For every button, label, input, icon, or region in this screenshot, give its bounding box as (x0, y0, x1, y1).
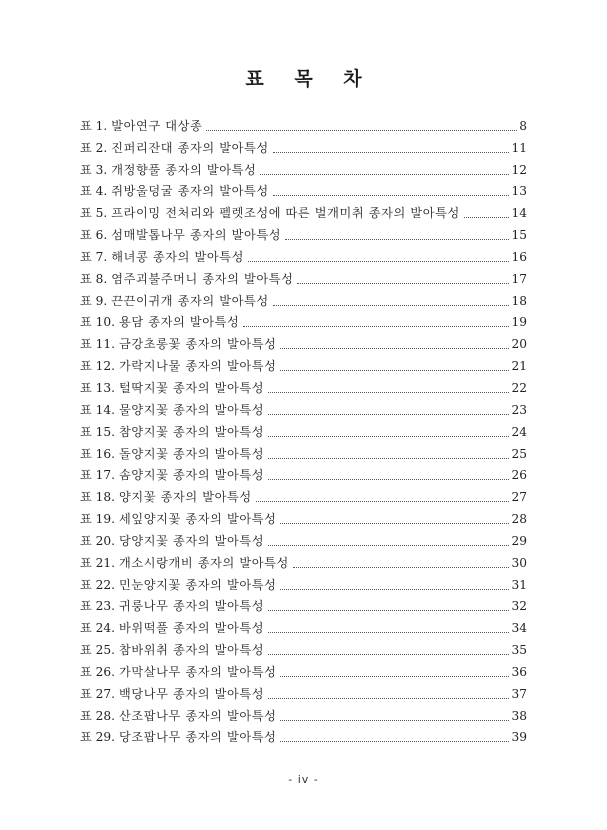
toc-entry[interactable] (80, 134, 527, 156)
toc-entry-label: 표 21. (80, 555, 116, 570)
toc-entry[interactable] (80, 680, 527, 702)
toc-entry-page-number: 38 (511, 708, 527, 723)
dot-leader (273, 195, 510, 196)
toc-entry-page-number: 30 (511, 555, 527, 570)
toc-entry-page-number: 14 (511, 206, 527, 221)
toc-entry-title: 털딱지꽃 종자의 발아특성 (119, 380, 265, 395)
toc-entry-title: 쥐방울덩굴 종자의 발아특성 (111, 184, 269, 199)
toc-entry-label: 표 12. (80, 359, 116, 374)
toc-entry[interactable] (80, 571, 527, 593)
toc-entry-page-number: 36 (511, 664, 527, 679)
toc-entry-title: 백당나무 종자의 발아특성 (119, 686, 265, 701)
toc-entry-page-number: 19 (511, 315, 527, 330)
toc-entry[interactable] (80, 614, 527, 636)
toc-entry-title: 섬매발톱나무 종자의 발아특성 (111, 228, 282, 243)
toc-entry[interactable] (80, 462, 527, 484)
dot-leader (243, 326, 509, 327)
dot-leader (280, 348, 509, 349)
toc-entry-title: 해녀콩 종자의 발아특성 (111, 249, 244, 264)
dot-leader (297, 283, 509, 284)
toc-entry-label: 표 27. (80, 686, 116, 701)
dot-leader (285, 239, 509, 240)
dot-leader (273, 305, 510, 306)
toc-entry-page-number: 11 (511, 140, 527, 155)
toc-entry-title: 물양지꽃 종자의 발아특성 (119, 402, 265, 417)
toc-entry-label: 표 7. (80, 249, 108, 264)
toc-entry-label: 표 6. (80, 228, 108, 243)
dot-leader (256, 501, 510, 502)
toc-entry-title: 진퍼리잔대 종자의 발아특성 (111, 140, 269, 155)
toc-entry[interactable] (80, 724, 527, 746)
toc-entry-title: 가락지나물 종자의 발아특성 (119, 359, 277, 374)
toc-entry-title: 민눈양지꽃 종자의 발아특성 (119, 577, 277, 592)
toc-entry-page-number: 29 (511, 533, 527, 548)
dot-leader (280, 523, 509, 524)
toc-entry[interactable] (80, 309, 527, 331)
toc-entry-title: 끈끈이귀개 종자의 발아특성 (111, 293, 269, 308)
toc-entry-page-number: 26 (511, 468, 527, 483)
table-of-contents (80, 112, 527, 745)
toc-entry-page-number: 12 (511, 162, 527, 177)
toc-entry-title: 귀룽나무 종자의 발아특성 (119, 599, 265, 614)
toc-entry[interactable] (80, 330, 527, 352)
toc-entry-label: 표 15. (80, 424, 116, 439)
toc-entry[interactable] (80, 265, 527, 287)
toc-entry[interactable] (80, 658, 527, 680)
toc-entry-title: 개소시랑개비 종자의 발아특성 (119, 555, 289, 570)
toc-entry-page-number: 17 (511, 271, 527, 286)
toc-entry-label: 표 1. (80, 118, 108, 133)
toc-entry-title: 가막살나무 종자의 발아특성 (119, 664, 277, 679)
toc-entry[interactable] (80, 199, 527, 221)
toc-entry[interactable] (80, 221, 527, 243)
toc-entry[interactable] (80, 396, 527, 418)
toc-entry-page-number: 31 (511, 577, 527, 592)
toc-entry-label: 표 29. (80, 730, 116, 745)
toc-entry[interactable] (80, 505, 527, 527)
toc-entry-page-number: 21 (511, 359, 527, 374)
dot-leader (280, 720, 509, 721)
toc-entry-label: 표 4. (80, 184, 108, 199)
toc-entry-title: 돌양지꽃 종자의 발아특성 (119, 446, 265, 461)
dot-leader (206, 130, 517, 131)
dot-leader (280, 741, 509, 742)
toc-entry-label: 표 25. (80, 643, 116, 658)
toc-entry-page-number: 13 (511, 184, 527, 199)
toc-entry-page-number: 8 (519, 118, 527, 133)
toc-entry-label: 표 26. (80, 664, 116, 679)
toc-entry[interactable] (80, 156, 527, 178)
toc-entry-label: 표 22. (80, 577, 116, 592)
toc-entry-page-number: 32 (511, 599, 527, 614)
toc-entry-page-number: 39 (511, 730, 527, 745)
toc-entry-page-number: 20 (511, 337, 527, 352)
toc-entry[interactable] (80, 112, 527, 134)
toc-entry-title: 바위떡풀 종자의 발아특성 (119, 621, 265, 636)
toc-entry-label: 표 19. (80, 512, 116, 527)
dot-leader (280, 676, 509, 677)
toc-entry-title: 참양지꽃 종자의 발아특성 (119, 424, 265, 439)
dot-leader (268, 392, 509, 393)
dot-leader (268, 436, 509, 437)
toc-entry-title: 금강초롱꽃 종자의 발아특성 (119, 337, 277, 352)
toc-entry-page-number: 16 (511, 249, 527, 264)
toc-entry-title: 당조팝나무 종자의 발아특성 (119, 730, 277, 745)
toc-entry-label: 표 17. (80, 468, 116, 483)
toc-entry[interactable] (80, 483, 527, 505)
toc-entry-label: 표 3. (80, 162, 108, 177)
dot-leader (464, 217, 510, 218)
toc-entry-page-number: 23 (511, 402, 527, 417)
toc-entry-label: 표 2. (80, 140, 108, 155)
toc-entry[interactable] (80, 374, 527, 396)
toc-entry-label: 표 24. (80, 621, 116, 636)
toc-entry-label: 표 14. (80, 402, 116, 417)
toc-entry-page-number: 24 (511, 424, 527, 439)
toc-entry-page-number: 34 (511, 621, 527, 636)
toc-entry-title: 당양지꽃 종자의 발아특성 (119, 533, 265, 548)
toc-entry[interactable] (80, 243, 527, 265)
dot-leader (268, 479, 509, 480)
toc-entry-title: 세잎양지꽃 종자의 발아특성 (119, 512, 277, 527)
toc-entry-label: 표 11. (80, 337, 116, 352)
dot-leader (268, 414, 509, 415)
toc-entry-title: 양지꽃 종자의 발아특성 (119, 490, 252, 505)
toc-entry-title: 발아연구 대상종 (111, 118, 203, 133)
toc-entry-title: 솜양지꽃 종자의 발아특성 (119, 468, 265, 483)
toc-entry-page-number: 15 (511, 228, 527, 243)
dot-leader (268, 654, 509, 655)
toc-entry[interactable] (80, 702, 527, 724)
toc-entry[interactable] (80, 636, 527, 658)
dot-leader (273, 152, 510, 153)
dot-leader (248, 261, 510, 262)
toc-entry-label: 표 10. (80, 315, 116, 330)
toc-entry-label: 표 28. (80, 708, 116, 723)
dot-leader (268, 632, 509, 633)
toc-entry-label: 표 18. (80, 490, 116, 505)
dot-leader (268, 545, 509, 546)
dot-leader (293, 567, 510, 568)
toc-entry-page-number: 28 (511, 512, 527, 527)
toc-entry-label: 표 20. (80, 533, 116, 548)
toc-entry[interactable] (80, 418, 527, 440)
toc-entry-title: 개정향풀 종자의 발아특성 (111, 162, 257, 177)
toc-entry[interactable] (80, 352, 527, 374)
toc-entry[interactable] (80, 178, 527, 200)
toc-entry-page-number: 37 (511, 686, 527, 701)
toc-entry[interactable] (80, 549, 527, 571)
toc-entry-page-number: 18 (511, 293, 527, 308)
toc-entry-label: 표 16. (80, 446, 116, 461)
toc-entry-page-number: 25 (511, 446, 527, 461)
dot-leader (280, 370, 509, 371)
toc-entry-title: 염주괴불주머니 종자의 발아특성 (111, 271, 294, 286)
toc-entry-label: 표 13. (80, 380, 116, 395)
toc-entry[interactable] (80, 287, 527, 309)
toc-entry[interactable] (80, 593, 527, 615)
toc-entry-page-number: 27 (511, 490, 527, 505)
toc-entry[interactable] (80, 440, 527, 462)
page-title: 표 목 차 (245, 68, 374, 90)
dot-leader (268, 458, 509, 459)
dot-leader (260, 174, 509, 175)
toc-entry-title: 참바위취 종자의 발아특성 (119, 643, 265, 658)
page-number-footer: - iv - (288, 773, 319, 786)
toc-entry-page-number: 22 (511, 380, 527, 395)
toc-entry-label: 표 23. (80, 599, 116, 614)
toc-entry-title: 산조팝나무 종자의 발아특성 (119, 708, 277, 723)
dot-leader (268, 698, 509, 699)
dot-leader (268, 610, 509, 611)
toc-entry-label: 표 9. (80, 293, 108, 308)
dot-leader (280, 589, 509, 590)
toc-entry[interactable] (80, 527, 527, 549)
toc-entry-title: 프라이밍 전처리와 펠렛조성에 따른 벌개미취 종자의 발아특성 (111, 206, 460, 221)
toc-entry-label: 표 5. (80, 206, 108, 221)
toc-entry-page-number: 35 (511, 643, 527, 658)
toc-entry-label: 표 8. (80, 271, 108, 286)
toc-entry-title: 용담 종자의 발아특성 (119, 315, 240, 330)
